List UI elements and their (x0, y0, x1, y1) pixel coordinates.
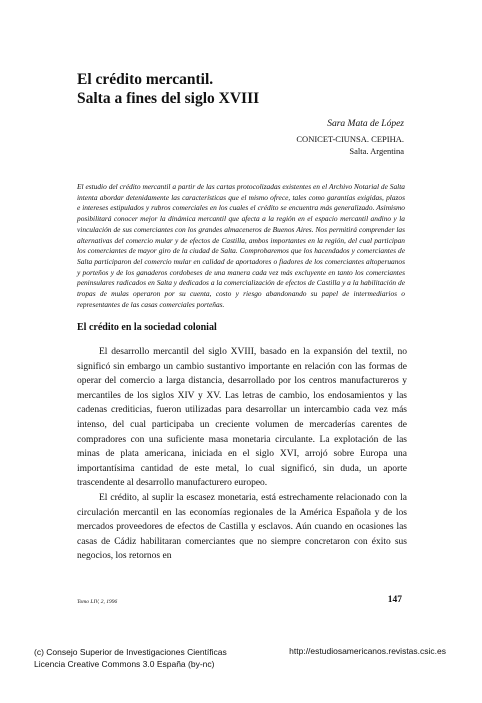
abstract: El estudio del crédito mercantil a partir de las cartas protocolizadas existentes en el Archivo Notarial de Salta intenta abordar detenidamente las características que el mismo ofrece, tales como garantías exigidas, plazos e intereses estipulados y rubros comerciales en los cuales el crédito se encuentra más generalizado. Asimismo posibilitará conocer mejor la dinámica mercantil que afecta a la región en el espacio mercantil andino y la vinculación de sus comerciantes con los grandes almaceneros de Buenos Aires. Nos permitirá comprender las alternativas del comercio mular y de efectos de Castilla, ambos importantes en la región, del cual participan los comerciantes de mayor giro de la ciudad de Salta. Comprobaremos que los hacendados y comerciantes de Salta participaron del comercio mular en calidad de aportadores o fiadores de los comerciantes altoperuanos y porteños y de los ganaderos cordobeses de una manera cada vez más excluyente en tanto los comerciantes peninsulares radicados en Salta y dedicados a la comercialización de efectos de Castilla y a la habilitación de tropas de mulas operaron por su cuenta, costo y riesgo abandonando su papel de intermediarios o representantes de las casas comerciales porteñas. (77, 182, 405, 309)
license-line: Licencia Creative Commons 3.0 España (by-nc) (34, 659, 215, 669)
copyright-line: (c) Consejo Superior de Investigaciones Científicas (34, 647, 227, 657)
body-paragraph: El crédito, al suplir la escasez monetaria, está estrechamente relacionado con la circulación mercantil en las economías regionales de la América Española y de los mercados proveedores de efectos de Castilla y esclavos. Aún cuando en ocasiones las casas de Cádiz habilitaran comerciantes que no siempre concretaron con éxito sus negocios, los retornos en (77, 492, 407, 562)
body-text (77, 345, 407, 564)
author-block (296, 118, 404, 157)
article-title-line-1: El crédito mercantil. (77, 71, 214, 88)
license-notice (34, 646, 227, 670)
author-name: Sara Mata de López (327, 119, 404, 129)
page-number: 147 (387, 595, 402, 605)
article-title (77, 70, 407, 108)
body-paragraph: El desarrollo mercantil del siglo XVIII, basado en la expansión del textil, no significó sin embargo un cambio sustantivo importante en relación con las formas de operar del comercio a larga distancia, desarrollado por los centros manufactureros y mercantiles de los siglos XIV y XV. Las letras de cambio, los endosamientos y las cadenas crediticias, fueron utilizadas para desarrollar un intercambio cada vez más intenso, del cual participaba un creciente volumen de mercaderías carentes de compradores con una suficiente masa monetaria circulante. La explotación de las minas de plata americana, iniciada en el siglo XVI, arrojó sobre Europa una importantísima cantidad de este metal, lo cual significó, sin duda, un aporte trascendente al desarrollo manufacturero europeo. (77, 347, 407, 489)
journal-reference: Tomo LIV, 2, 1996 (77, 599, 118, 605)
section-heading: El crédito en la sociedad colonial (77, 322, 217, 333)
journal-url: http://estudiosamericanos.revistas.csic.es (289, 646, 446, 656)
article-title-line-2: Salta a fines del siglo XVIII (77, 90, 260, 107)
author-location: Salta. Argentina (349, 146, 404, 156)
author-affiliation: CONICET-CIUNSA. CEPIHA. (296, 134, 404, 144)
